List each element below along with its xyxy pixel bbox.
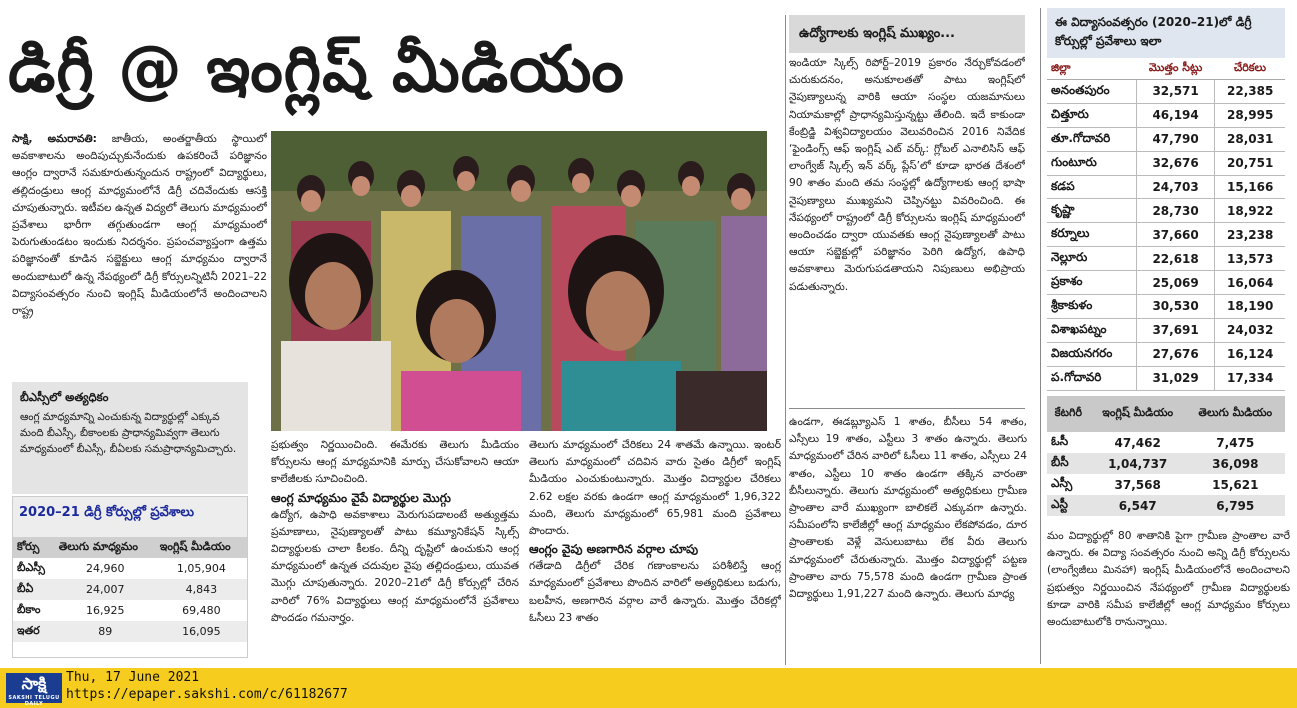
highlight-box-text: ఆంగ్ల మాధ్యమాన్ని ఎంచుకున్న విద్యార్థుల్లో ఎక్కువ మంది బీఎస్సీ, బీకాంలకు ప్రాధాన్యమివ్వగా తెలుగు మాధ్యమంలో బీఎస్సీ, బీఏలకు సమప్రాధాన్యమిచ్చారు. (20, 411, 237, 455)
cell: 32,676 (1136, 151, 1215, 175)
cell: ఎస్సీ (1051, 476, 1073, 490)
table-row (1047, 103, 1285, 127)
table-row (1047, 495, 1285, 516)
cell: బీకాం (17, 602, 41, 616)
cell: ఇతర (13, 621, 55, 642)
cell: 28,730 (1136, 199, 1215, 223)
cell: 36,098 (1186, 453, 1285, 474)
cell: 24,032 (1215, 318, 1285, 342)
cell: విశాఖపట్నం (1047, 318, 1136, 342)
cell: 6,795 (1186, 495, 1285, 516)
epaper-link[interactable]: https://epaper.sakshi.com/c/61182677 (66, 687, 348, 702)
cell: ప్రకాశం (1047, 271, 1136, 295)
col-header: ఇంగ్లిష్ మీడియం (1090, 396, 1186, 432)
cell: కృష్ణా (1047, 199, 1136, 223)
cell: 16,925 (85, 604, 125, 617)
cell: 18,922 (1215, 199, 1285, 223)
table-row (1047, 432, 1285, 453)
admissions-table-grid (13, 537, 247, 642)
admissions-table (12, 496, 248, 658)
article-column-6: మం విద్యార్థుల్లో 80 శాతానికి పైగా గ్రామీణ ప్రాంతాల వారే ఉన్నారు. ఈ విద్యా సంవత్సరం నుంచి అన్ని డిగ్రీ కోర్సులను (లాంగ్వేజీలు మినహా) ఇంగ్లిష్ మీడియంలోనే అందించాలని ప్రభుత్వం నిర్ణయించిన నేపథ్యంలో గ్రామీణ విద్యార్థులకు కూడా వారికి సమీప కాలేజీల్లో ఆంగ్ల మాధ్యమం కోర్సులు అందుబాటులోకి రానున్నాయి. (1047, 530, 1290, 629)
headline: డిగ్రీ @ ఇంగ్లిష్ మీడియం (8, 33, 625, 107)
cell: నెల్లూరు (1047, 247, 1136, 271)
col-header: కోర్సు (13, 537, 55, 558)
district-table-title: ఈ విద్యాసంవత్సరం (2020–21)లో డిగ్రీ కోర్సుల్లో ప్రవేశాలు ఇలా (1047, 8, 1285, 58)
table-row (1047, 175, 1285, 199)
cell: 17,334 (1215, 366, 1285, 390)
article-column-1 (12, 131, 267, 379)
col-header: తెలుగు మీడియం (1186, 396, 1285, 432)
cell: 24,703 (1136, 175, 1215, 199)
cell: 22,385 (1215, 80, 1285, 104)
cell: చిత్తూరు (1047, 103, 1136, 127)
table-row (1047, 247, 1285, 271)
cell: అనంతపురం (1047, 80, 1136, 104)
article-column-5: ఉండగా, ఈడబ్ల్యూఎస్ 1 శాతం, బీసీలు 54 శాతం, ఎస్సీలు 19 శాతం, ఎస్టీలు 3 శాతం ఉన్నారు. తెలుగు మాధ్యమంలో చేరిన వారిలో ఓసీలు 11 శాతం, ఎస్సీలు 24 శాతం, ఎస్టీలు 10 శాతం ఉండగా తక్కిన వారంతా బీసీలున్నారు. తెలుగు మాధ్యమంలో అత్యధికులు గ్రామీణ ప్రాంతాల వారే ముఖ్యంగా బాలికలే ఎక్కువగా ఉన్నారు. సమీపంలోని కాలేజీల్లో ఆంగ్ల మాధ్యమం లేకపోవడం, దూర ప్రాంతాలకు వెళ్లే వెసులుబాటు లేక వీరు తెలుగు మాధ్యమంలో చేరుతున్నారు. మొత్తం విద్యార్థుల్లో పట్టణ ప్రాంతాల వారు 75,578 మంది ఉండగా గ్రామీణ ప్రాంత విద్యార్థులు 1,91,227 మంది ఉన్నారు. తెలుగు మాధ్య (789, 416, 1027, 601)
cell: 20,751 (1215, 151, 1285, 175)
dateline: సాక్షి, అమరావతి: (12, 133, 97, 145)
sidebox-text: ఇండియా స్కిల్స్ రిపోర్ట్–2019 ప్రకారం నేర్చుకోవడంలో చురుకుదనం, అనుకూలతతో పాటు ఇంగ్లిష్‌లో నైపుణ్యాలున్న వారికి ఆయా సంస్థల యజమానులు నియామకాల్లో ప్రాధాన్యమిస్తున్నట్టు తేలింది. ఇదే కాకుండా కేంబ్రిడ్జి విశ్వవిద్యాలయం వెలువరించిన 2016 నివేదిక ‘ఫైండింగ్స్ ఆఫ్ ఇంగ్లిష్ ఎట్ వర్క్: గ్లోబల్ ఎనాలిసిస్ ఆఫ్ లాంగ్వేజ్ స్కిల్స్ ఇన్ వర్క్ ప్లేస్’లో కూడా భారత దేశంలో 90 శాతం మంది తమ సంస్థల్లో ఉద్యోగాలకు ఆంగ్ల భాషా నైపుణ్యాలు ముఖ్యమని చెప్పినట్టు వివరించింది. ఈ నేపథ్యంలో రాష్ట్రంలో డిగ్రీ కోర్సులను ఇంగ్లిష్ మాధ్యమంలో అందించడం ద్వారా యువతకు ఆంగ్ల నైపుణ్యాలతో పాటు ఆయా సబ్జెక్టుల్లో పరిజ్ఞానం పెరిగి ఉద్యోగ, ఉపాధి అవకాశాలు మెరుగుపడతాయని నిపుణులు అభిప్రాయ పడుతున్నారు. (789, 57, 1025, 293)
cell: 28,031 (1215, 127, 1285, 151)
section-divider (789, 408, 1025, 409)
cell: తూ.గోదావరి (1047, 127, 1136, 151)
cell: కర్నూలు (1047, 223, 1136, 247)
category-table (1047, 396, 1285, 524)
cell: 32,571 (1136, 80, 1215, 104)
cell: 46,194 (1136, 103, 1215, 127)
cell: 37,568 (1114, 477, 1161, 492)
cell: 69,480 (182, 604, 221, 617)
cell: విజయనగరం (1047, 342, 1136, 366)
cell: 31,029 (1136, 366, 1215, 390)
cell: 22,618 (1136, 247, 1215, 271)
column-3-text-1: తెలుగు మాధ్యమంలో చేరికలు 24 శాతమే ఉన్నాయి. ఇంటర్ తెలుగు మాధ్యమంలో చదివిన వారు సైతం డిగ్రీలో ఇంగ్లిష్ మీడియం ఎంచుకుంటున్నారు. మొత్తం విద్యార్థుల చేరికలు 2.62 లక్షల వరకు ఉండగా ఆంగ్ల మాధ్యమంలో 1,96,322 మంది, తెలుగు మాధ్యమంలో 65,981 మంది ప్రవేశాలు పొందారు. (529, 439, 781, 538)
logo-subtext: SAKSHI TELUGU DAILY (8, 695, 60, 707)
cell: 37,660 (1136, 223, 1215, 247)
column-1-text: జాతీయ, అంతర్జాతీయ స్థాయిలో అవకాశాలను అందిపుచ్చుకునేందుకు ఉపకరించే పరిజ్ఞానం ఆంగ్లం ద్వారానే సమకూరుతున్నందున రాష్ట్రంలో విద్యార్థులు, తల్లిదండ్రులు ఆంగ్ల మాధ్యమంలోనే డిగ్రీ చదివేందుకు ఆసక్తి చూపుతున్నారు. ఇటీవల ఉన్నత విద్యలో తెలుగు మాధ్యమంలో ప్రవేశాలు భారీగా తగ్గుతుండగా ఆంగ్ల మాధ్యమంలో పెరుగుతుండటం ఇందుకు నిదర్శనం. ప్రపంచవ్యాప్తంగా ఉత్తమ పరిజ్ఞానంతో కూడిన సబ్జెక్టులు ఆంగ్ల మాధ్యమం ద్వారానే అందుబాటులో ఉన్న నేపథ్యంలో డిగ్రీ కోర్సులన్నిటినీ 2021–22 విద్యాసంవత్సరం నుంచి ఇంగ్లిష్ మీడియంలోనే అందించాలని రాష్ట్ర (12, 133, 267, 318)
cell: 15,621 (1212, 477, 1259, 492)
highlight-box-title: బీఎస్సీలో అత్యధికం (20, 390, 109, 404)
column-divider (785, 15, 786, 665)
cell: 4,843 (156, 579, 247, 600)
cell: 47,790 (1136, 127, 1215, 151)
cell: 16,095 (156, 621, 247, 642)
table-row (13, 621, 247, 642)
sidebox-title: ఉద్యోగాలకు ఇంగ్లిష్ ముఖ్యం... (789, 15, 1025, 53)
col-header: జిల్లా (1047, 58, 1136, 80)
col-header: తెలుగు మాధ్యమం (55, 537, 156, 558)
table-row (1047, 453, 1285, 474)
cell: కడప (1047, 175, 1136, 199)
cell: 24,007 (55, 579, 156, 600)
sakshi-logo (6, 673, 62, 707)
subheading-english-preference: ఆంగ్ల మాధ్యమం వైపే విద్యార్థుల మొగ్గు (271, 490, 451, 505)
cell: ఓసీ (1051, 434, 1069, 448)
column-3-text-2: గతేడాది డిగ్రీలో చేరిక గణాంకాలను పరిశీలిస్తే ఆంగ్ల మాధ్యమంలో ప్రవేశాలు పొందిన వారిలో అత్యధికులు బడుగు, బలహీన, అణగారిన వర్గాల వారే ఉన్నారు. మొత్తం చేరికల్లో ఓసీలు 23 శాతం (529, 560, 781, 624)
table-row (1047, 295, 1285, 319)
col-header: ఇంగ్లిష్ మీడియం (156, 537, 247, 558)
cell: 16,064 (1215, 271, 1285, 295)
col-header: మొత్తం సీట్లు (1136, 58, 1215, 80)
col-header: చేరికలు (1215, 58, 1285, 80)
table-row (1047, 151, 1285, 175)
table-row (1047, 271, 1285, 295)
cell: గుంటూరు (1047, 151, 1136, 175)
cell: బీఏ (13, 579, 55, 600)
cell: 27,676 (1136, 342, 1215, 366)
cell: 47,462 (1114, 435, 1161, 450)
students-photo (271, 131, 767, 431)
cell: 89 (55, 621, 156, 642)
district-table-grid (1047, 58, 1285, 391)
cell: 23,238 (1215, 223, 1285, 247)
table-row (13, 558, 247, 579)
cell: 16,124 (1215, 342, 1285, 366)
cell: బీఎస్సీ (17, 560, 46, 574)
edition-date: Thu, 17 June 2021 (66, 670, 200, 685)
cell: 1,04,737 (1090, 453, 1186, 474)
table-row (1047, 199, 1285, 223)
table-row (1047, 127, 1285, 151)
cell: ప.గోదావరి (1047, 366, 1136, 390)
cell: 15,166 (1215, 175, 1285, 199)
subheading-underprivileged: ఆంగ్లం వైపు అణగారిన వర్గాల చూపు (529, 542, 699, 557)
article-column-2 (271, 437, 519, 662)
table-row (13, 579, 247, 600)
article-column-3 (529, 437, 781, 662)
col-header: కేటగిరీ (1047, 396, 1090, 432)
cell: 24,960 (85, 562, 125, 575)
column-divider (1040, 8, 1041, 664)
admissions-table-title: 2020–21 డిగ్రీ కోర్సుల్లో ప్రవేశాలు (13, 497, 247, 537)
cell: 1,05,904 (176, 562, 226, 575)
cell: 37,691 (1136, 318, 1215, 342)
table-row (13, 600, 247, 621)
column-2-text-2: ఉద్యోగ, ఉపాధి అవకాశాలు మెరుగుపడాలంటే అత్యుత్తమ ప్రమాణాలు, నైపుణ్యాలతో పాటు కమ్యూనికేషన్ స్కిల్స్ విద్యార్థులకు చాలా కీలకం. దీన్ని దృష్టిలో ఉంచుకుని ఆంగ్ల మాధ్యమంలో ఉన్నత చదువుల వైపు తల్లిదండ్రులు, యువత మొగ్గు చూపుతున్నారు. 2020–21లో డిగ్రీ కోర్సుల్లో చేరిన వారిలో 76% విద్యార్థులు ఆంగ్ల మాధ్యమంలోనే ప్రవేశాలు పొందడం గమనార్హం. (271, 508, 519, 624)
cell: 30,530 (1136, 295, 1215, 319)
students-photo-illustration (271, 131, 767, 431)
table-row (1047, 80, 1285, 104)
cell: 18,190 (1215, 295, 1285, 319)
column-2-text-1: ప్రభుత్వం నిర్ణయించింది. ఈమేరకు తెలుగు మీడియం కోర్సులను ఆంగ్ల మాధ్యమానికి మార్పు చేసుకోవాలని ఆయా కాలేజీలకు సూచించింది. (271, 439, 519, 486)
cell: 25,069 (1136, 271, 1215, 295)
logo-text: సాక్షి (21, 674, 47, 693)
cell: 13,573 (1215, 247, 1285, 271)
table-row (1047, 474, 1285, 495)
cell: శ్రీకాకుళం (1047, 295, 1136, 319)
cell: 28,995 (1215, 103, 1285, 127)
table-row (1047, 342, 1285, 366)
category-table-grid (1047, 396, 1285, 516)
table-row (1047, 318, 1285, 342)
cell: 6,547 (1090, 495, 1186, 516)
table-row (1047, 223, 1285, 247)
highlight-box (12, 382, 248, 494)
cell: 7,475 (1216, 435, 1255, 450)
cell: బీసీ (1047, 453, 1090, 474)
table-row (1047, 366, 1285, 390)
district-table (1047, 8, 1285, 388)
cell: ఎస్టీ (1047, 495, 1090, 516)
